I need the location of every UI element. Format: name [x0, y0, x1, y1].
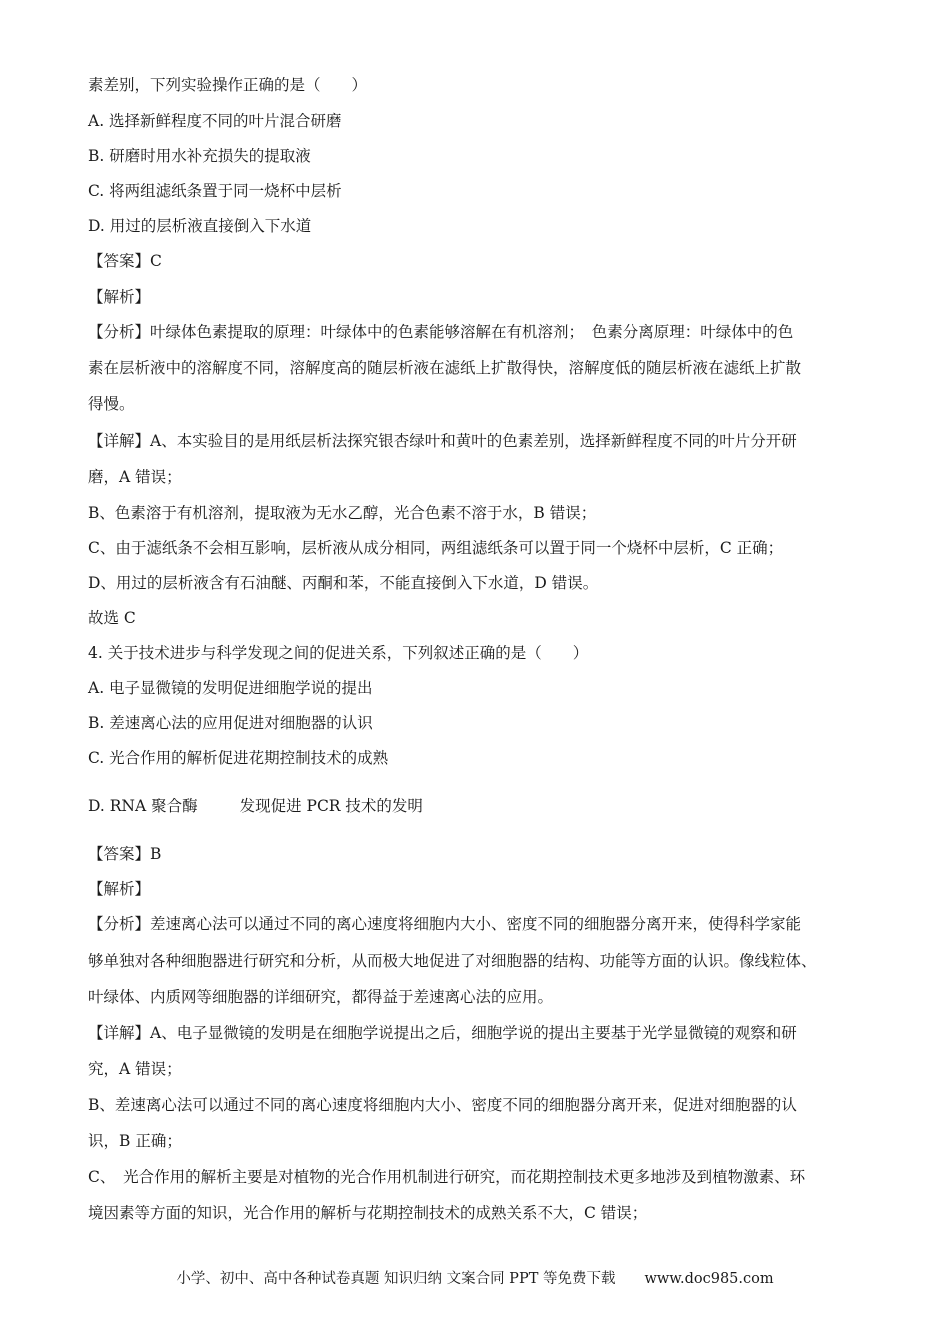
q4-option-b: B. 差速离心法的应用促进对细胞器的认识 [88, 714, 373, 732]
q3-detail-line: D、用过的层析液含有石油醚、丙酮和苯，不能直接倒入下水道，D 错误。 [88, 574, 599, 592]
q4-fenxi-line: 【分析】差速离心法可以通过不同的离心速度将细胞内大小、密度不同的细胞器分离开来，使得科学家能 [88, 915, 802, 933]
q4-fenxi-line: 叶绿体、内质网等细胞器的详细研究，都得益于差速离心法的应用。 [88, 988, 554, 1006]
q4-stem: 4. 关于技术进步与科学发现之间的促进关系，下列叙述正确的是（ ） [88, 644, 589, 662]
q4-option-a: A. 电子显微镜的发明促进细胞学说的提出 [88, 679, 373, 697]
q4-detail-line: B、差速离心法可以通过不同的离心速度将细胞内大小、密度不同的细胞器分离开来，促进对细胞器的认 [88, 1096, 797, 1114]
q4-option-d-part2: 发现促进 PCR 技术的发明 [239, 797, 423, 815]
q4-option-d-part1: D. RNA 聚合酶 [88, 797, 198, 815]
q3-option-b: B. 研磨时用水补充损失的提取液 [88, 147, 311, 165]
q3-answer: 【答案】C [88, 252, 162, 270]
page-footer: 小学、初中、高中各种试卷真题 知识归纳 文案合同 PPT 等免费下载 www.doc985.com [176, 1271, 774, 1287]
q4-detail-line: 究，A 错误； [88, 1060, 182, 1078]
q3-option-c: C. 将两组滤纸条置于同一烧杯中层析 [88, 182, 342, 200]
q3-option-d: D. 用过的层析液直接倒入下水道 [88, 217, 312, 235]
q3-detail-line: C、由于滤纸条不会相互影响，层析液从成分相同，两组滤纸条可以置于同一个烧杯中层析，C 正确； [88, 539, 784, 557]
q3-conclusion: 故选 C [88, 609, 136, 627]
q4-detail-line: 【详解】A、电子显微镜的发明是在细胞学说提出之后，细胞学说的提出主要基于光学显微镜的观察和研 [88, 1024, 797, 1042]
q4-detail-line: 识，B 正确； [88, 1132, 182, 1150]
q4-answer: 【答案】B [88, 845, 162, 863]
q4-fenxi-line: 够单独对各种细胞器进行研究和分析，从而极大地促进了对细胞器的结构、功能等方面的认识。像线粒体、 [88, 952, 817, 970]
q3-detail-line: 磨，A 错误； [88, 468, 182, 486]
q3-detail-line: 【详解】A、本实验目的是用纸层析法探究银杏绿叶和黄叶的色素差别，选择新鲜程度不同的叶片分开研 [88, 432, 797, 450]
q3-fenxi-line: 得慢。 [88, 395, 135, 413]
q4-detail-line: 境因素等方面的知识，光合作用的解析与花期控制技术的成熟关系不大，C 错误； [88, 1204, 648, 1222]
q4-analysis-label: 【解析】 [88, 880, 151, 898]
q3-fenxi-line: 【分析】叶绿体色素提取的原理：叶绿体中的色素能够溶解在有机溶剂； 色素分离原理：叶绿体中的色 [88, 323, 794, 341]
q3-analysis-label: 【解析】 [88, 288, 151, 306]
q3-detail-line: B、色素溶于有机溶剂，提取液为无水乙醇，光合色素不溶于水，B 错误； [88, 504, 597, 522]
q4-option-c: C. 光合作用的解析促进花期控制技术的成熟 [88, 749, 389, 767]
q4-option-d [88, 795, 423, 817]
q3-stem-continued: 素差别，下列实验操作正确的是（ ） [88, 76, 368, 94]
q3-fenxi-line: 素在层析液中的溶解度不同，溶解度高的随层析液在滤纸上扩散得快，溶解度低的随层析液在滤纸上扩散 [88, 359, 802, 377]
q3-option-a: A. 选择新鲜程度不同的叶片混合研磨 [88, 112, 342, 130]
q4-detail-line: C、 光合作用的解析主要是对植物的光合作用机制进行研究，而花期控制技术更多地涉及到植物激素、环 [88, 1168, 806, 1186]
